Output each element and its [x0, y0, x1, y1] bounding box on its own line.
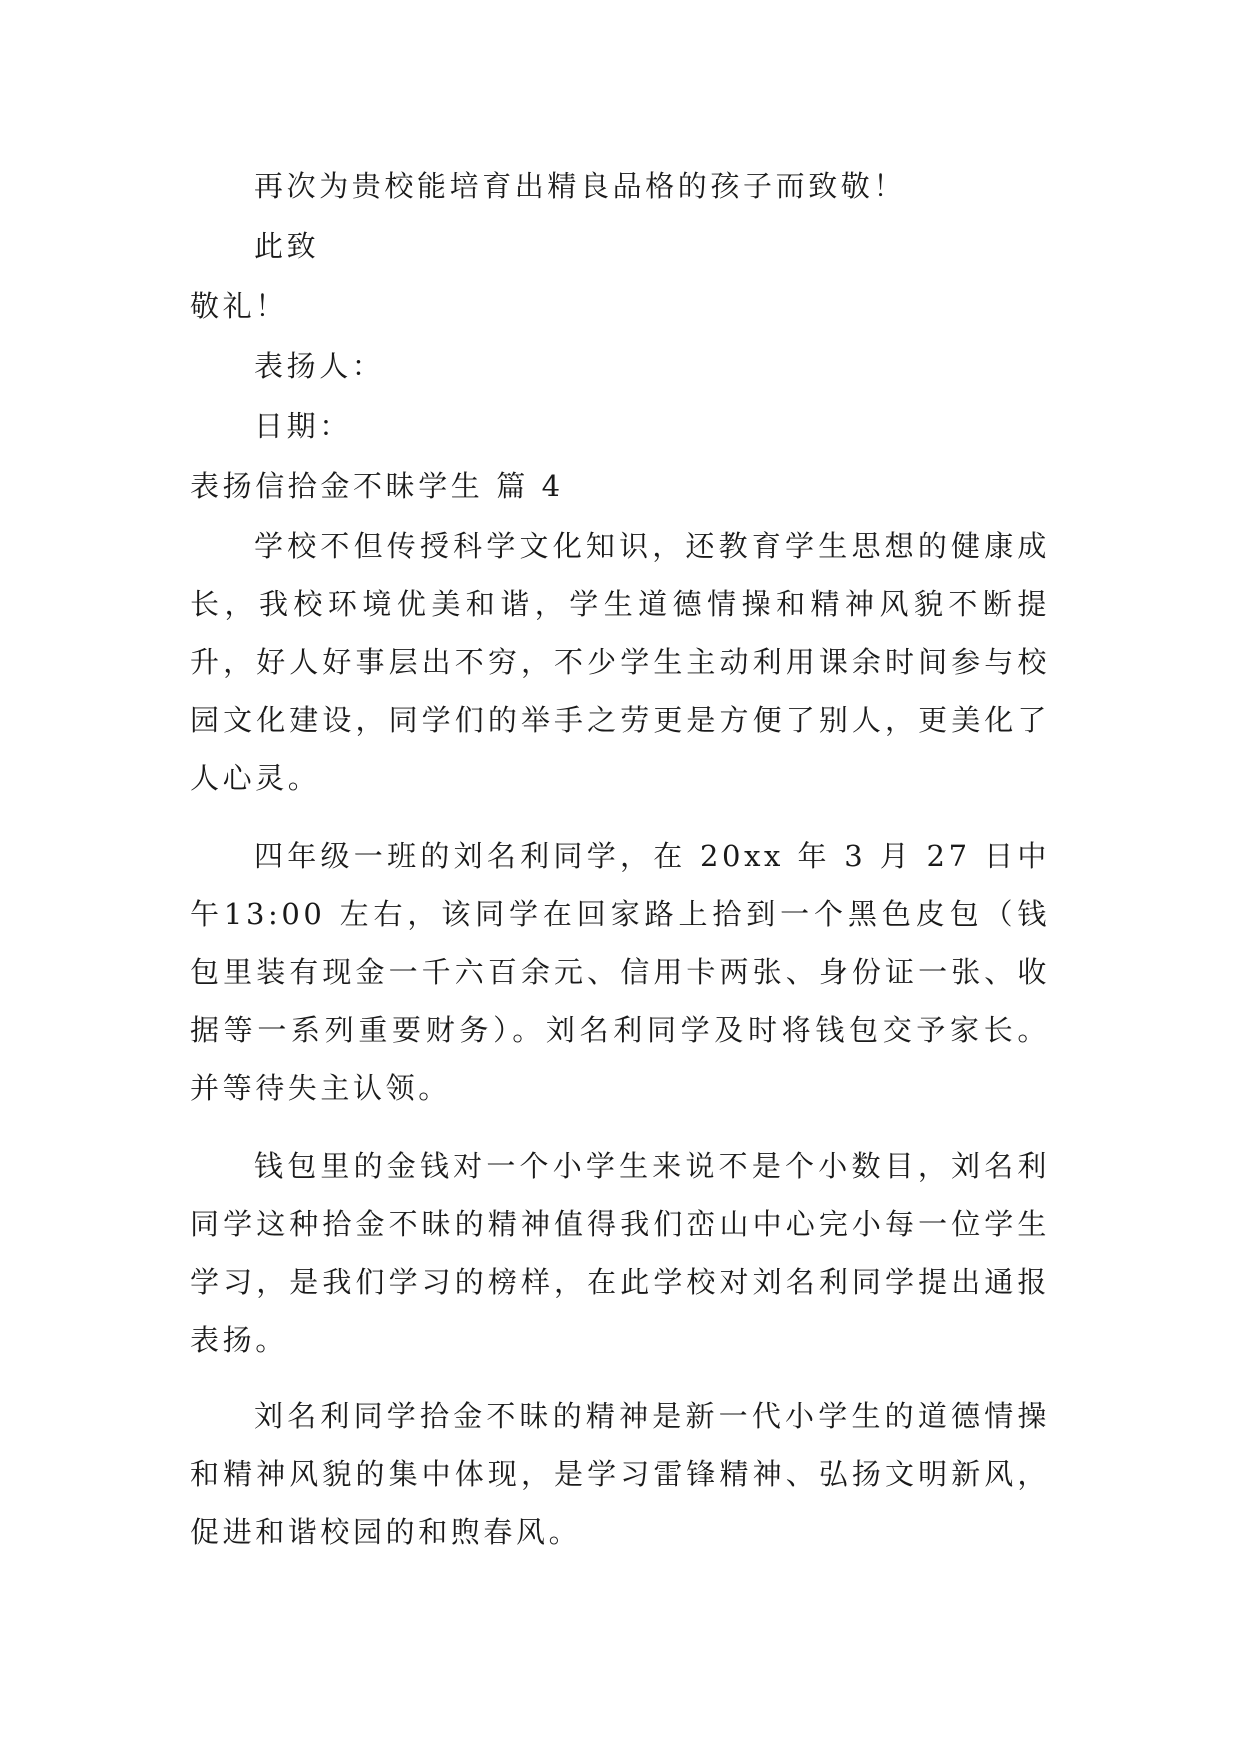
body-paragraph: 刘名利同学拾金不昧的精神是新一代小学生的道德情操和精神风貌的集中体现，是学习雷锋精神、弘扬文明新风，促进和谐校园的和煦春风。: [190, 1399, 1050, 1549]
closing-line: 再次为贵校能培育出精良品格的孩子而致敬！: [254, 169, 907, 203]
body-paragraph: 四年级一班的刘名利同学，在 20xx 年 3 月 27 日中午13:00 左右，该同学在回家路上拾到一个黑色皮包（钱包里装有现金一千六百余元、信用卡两张、身份证一张、收据等一系列重要财务）。刘名利同学及时将钱包交予家长。并等待失主认领。: [190, 839, 1050, 1105]
signer-label: 表扬人：: [254, 349, 385, 383]
salutation-ci-zhi: 此致: [254, 229, 320, 263]
body-paragraph: 钱包里的金钱对一个小学生来说不是个小数目，刘名利同学这种拾金不昧的精神值得我们峦山中心完小每一位学生学习，是我们学习的榜样，在此学校对刘名利同学提出通报表扬。: [190, 1149, 1050, 1357]
salutation-jing-li: 敬礼！: [190, 289, 288, 323]
body-paragraph: 学校不但传授科学文化知识，还教育学生思想的健康成长，我校环境优美和谐，学生道德情操和精神风貌不断提升，好人好事层出不穷，不少学生主动利用课余时间参与校园文化建设，同学们的举手之劳更是方便了别人，更美化了人心灵。: [190, 529, 1050, 795]
section-heading: 表扬信拾金不昧学生 篇 4: [190, 469, 564, 503]
date-label: 日期：: [254, 409, 352, 443]
